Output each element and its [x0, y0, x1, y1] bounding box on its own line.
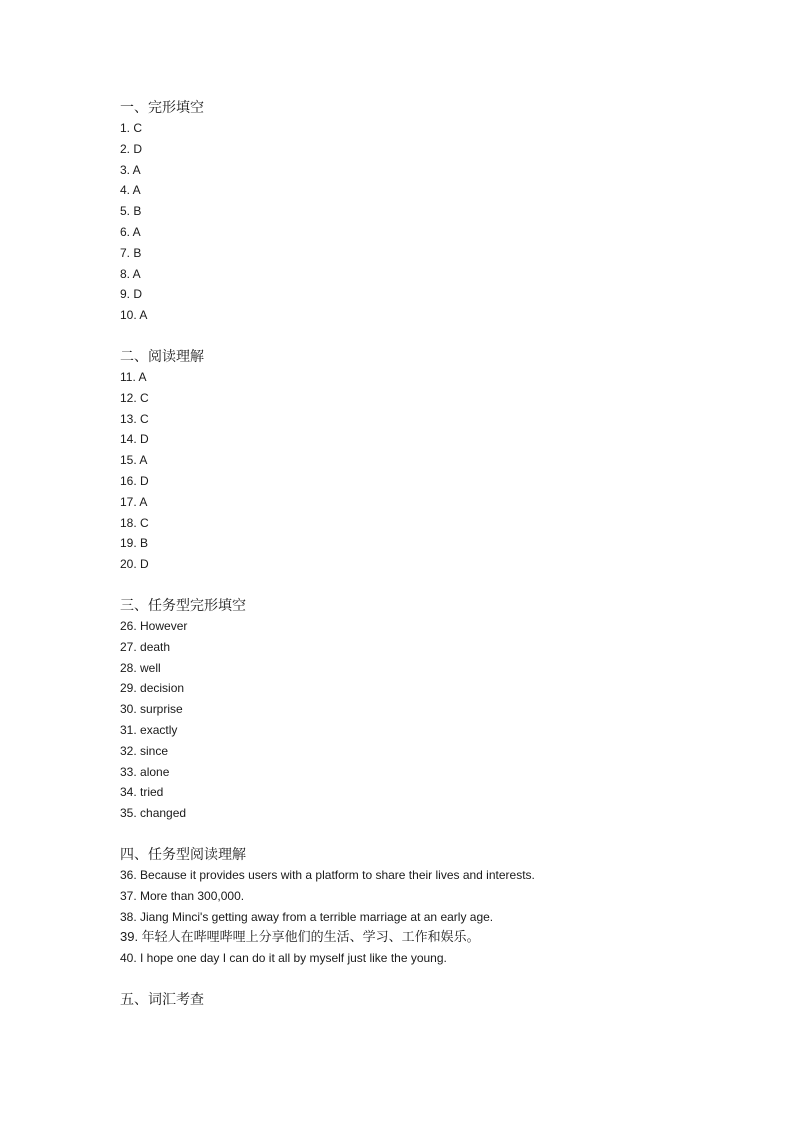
answer-item: 9. D	[120, 287, 143, 302]
answer-item: 8. A	[120, 266, 141, 281]
answer-item: 11. A	[120, 369, 147, 384]
answer-item: 3. A	[120, 162, 141, 177]
answer-item: 28. well	[120, 660, 161, 675]
answer-item: 26. However	[120, 618, 188, 633]
answer-item: 32. since	[120, 743, 169, 758]
answer-item: 30. surprise	[120, 702, 183, 717]
answer-item: 14. D	[120, 432, 149, 447]
answer-section	[120, 346, 740, 575]
section-title: 四、任务型阅读理解	[120, 845, 246, 862]
answer-item: 35. changed	[120, 806, 187, 821]
answer-item: 36. Because it provides users with a platform to share their lives and interests.	[120, 867, 535, 882]
answer-item: 4. A	[120, 183, 141, 198]
answer-item: 19. B	[120, 536, 149, 551]
answer-item: 15. A	[120, 453, 148, 468]
answer-item: 7. B	[120, 245, 142, 260]
answer-item: 38. Jiang Minci's getting away from a terrible marriage at an early age.	[120, 909, 494, 924]
answer-item: 18. C	[120, 515, 149, 530]
answer-item: 33. alone	[120, 764, 170, 779]
answer-section	[120, 844, 740, 969]
answer-item: 20. D	[120, 557, 149, 572]
answer-item: 40. I hope one day I can do it all by myself just like the young.	[120, 951, 447, 966]
section-title: 三、任务型完形填空	[120, 596, 246, 613]
answer-item: 31. exactly	[120, 722, 178, 737]
answer-item: 12. C	[120, 390, 149, 405]
section-title: 五、词汇考查	[120, 990, 204, 1007]
answer-section	[120, 97, 740, 326]
answer-item: 29. decision	[120, 681, 185, 696]
answer-section	[120, 989, 740, 1009]
answer-item: 13. C	[120, 411, 149, 426]
answer-section	[120, 595, 740, 824]
answer-item: 39. 年轻人在哔哩哔哩上分享他们的生活、学习、工作和娱乐。	[120, 929, 480, 945]
section-title: 一、完形填空	[120, 99, 204, 115]
answer-item: 2. D	[120, 141, 143, 156]
answer-key-document	[120, 97, 740, 1029]
answer-item: 1. C	[120, 121, 143, 135]
answer-item: 27. death	[120, 639, 171, 654]
section-title: 二、阅读理解	[120, 347, 204, 364]
answer-item: 10. A	[120, 308, 148, 323]
answer-item: 34. tried	[120, 785, 164, 800]
answer-item: 17. A	[120, 494, 148, 509]
answer-item: 6. A	[120, 224, 141, 239]
answer-item: 37. More than 300,000.	[120, 888, 245, 903]
answer-item: 16. D	[120, 473, 149, 488]
answer-item: 5. B	[120, 204, 142, 219]
